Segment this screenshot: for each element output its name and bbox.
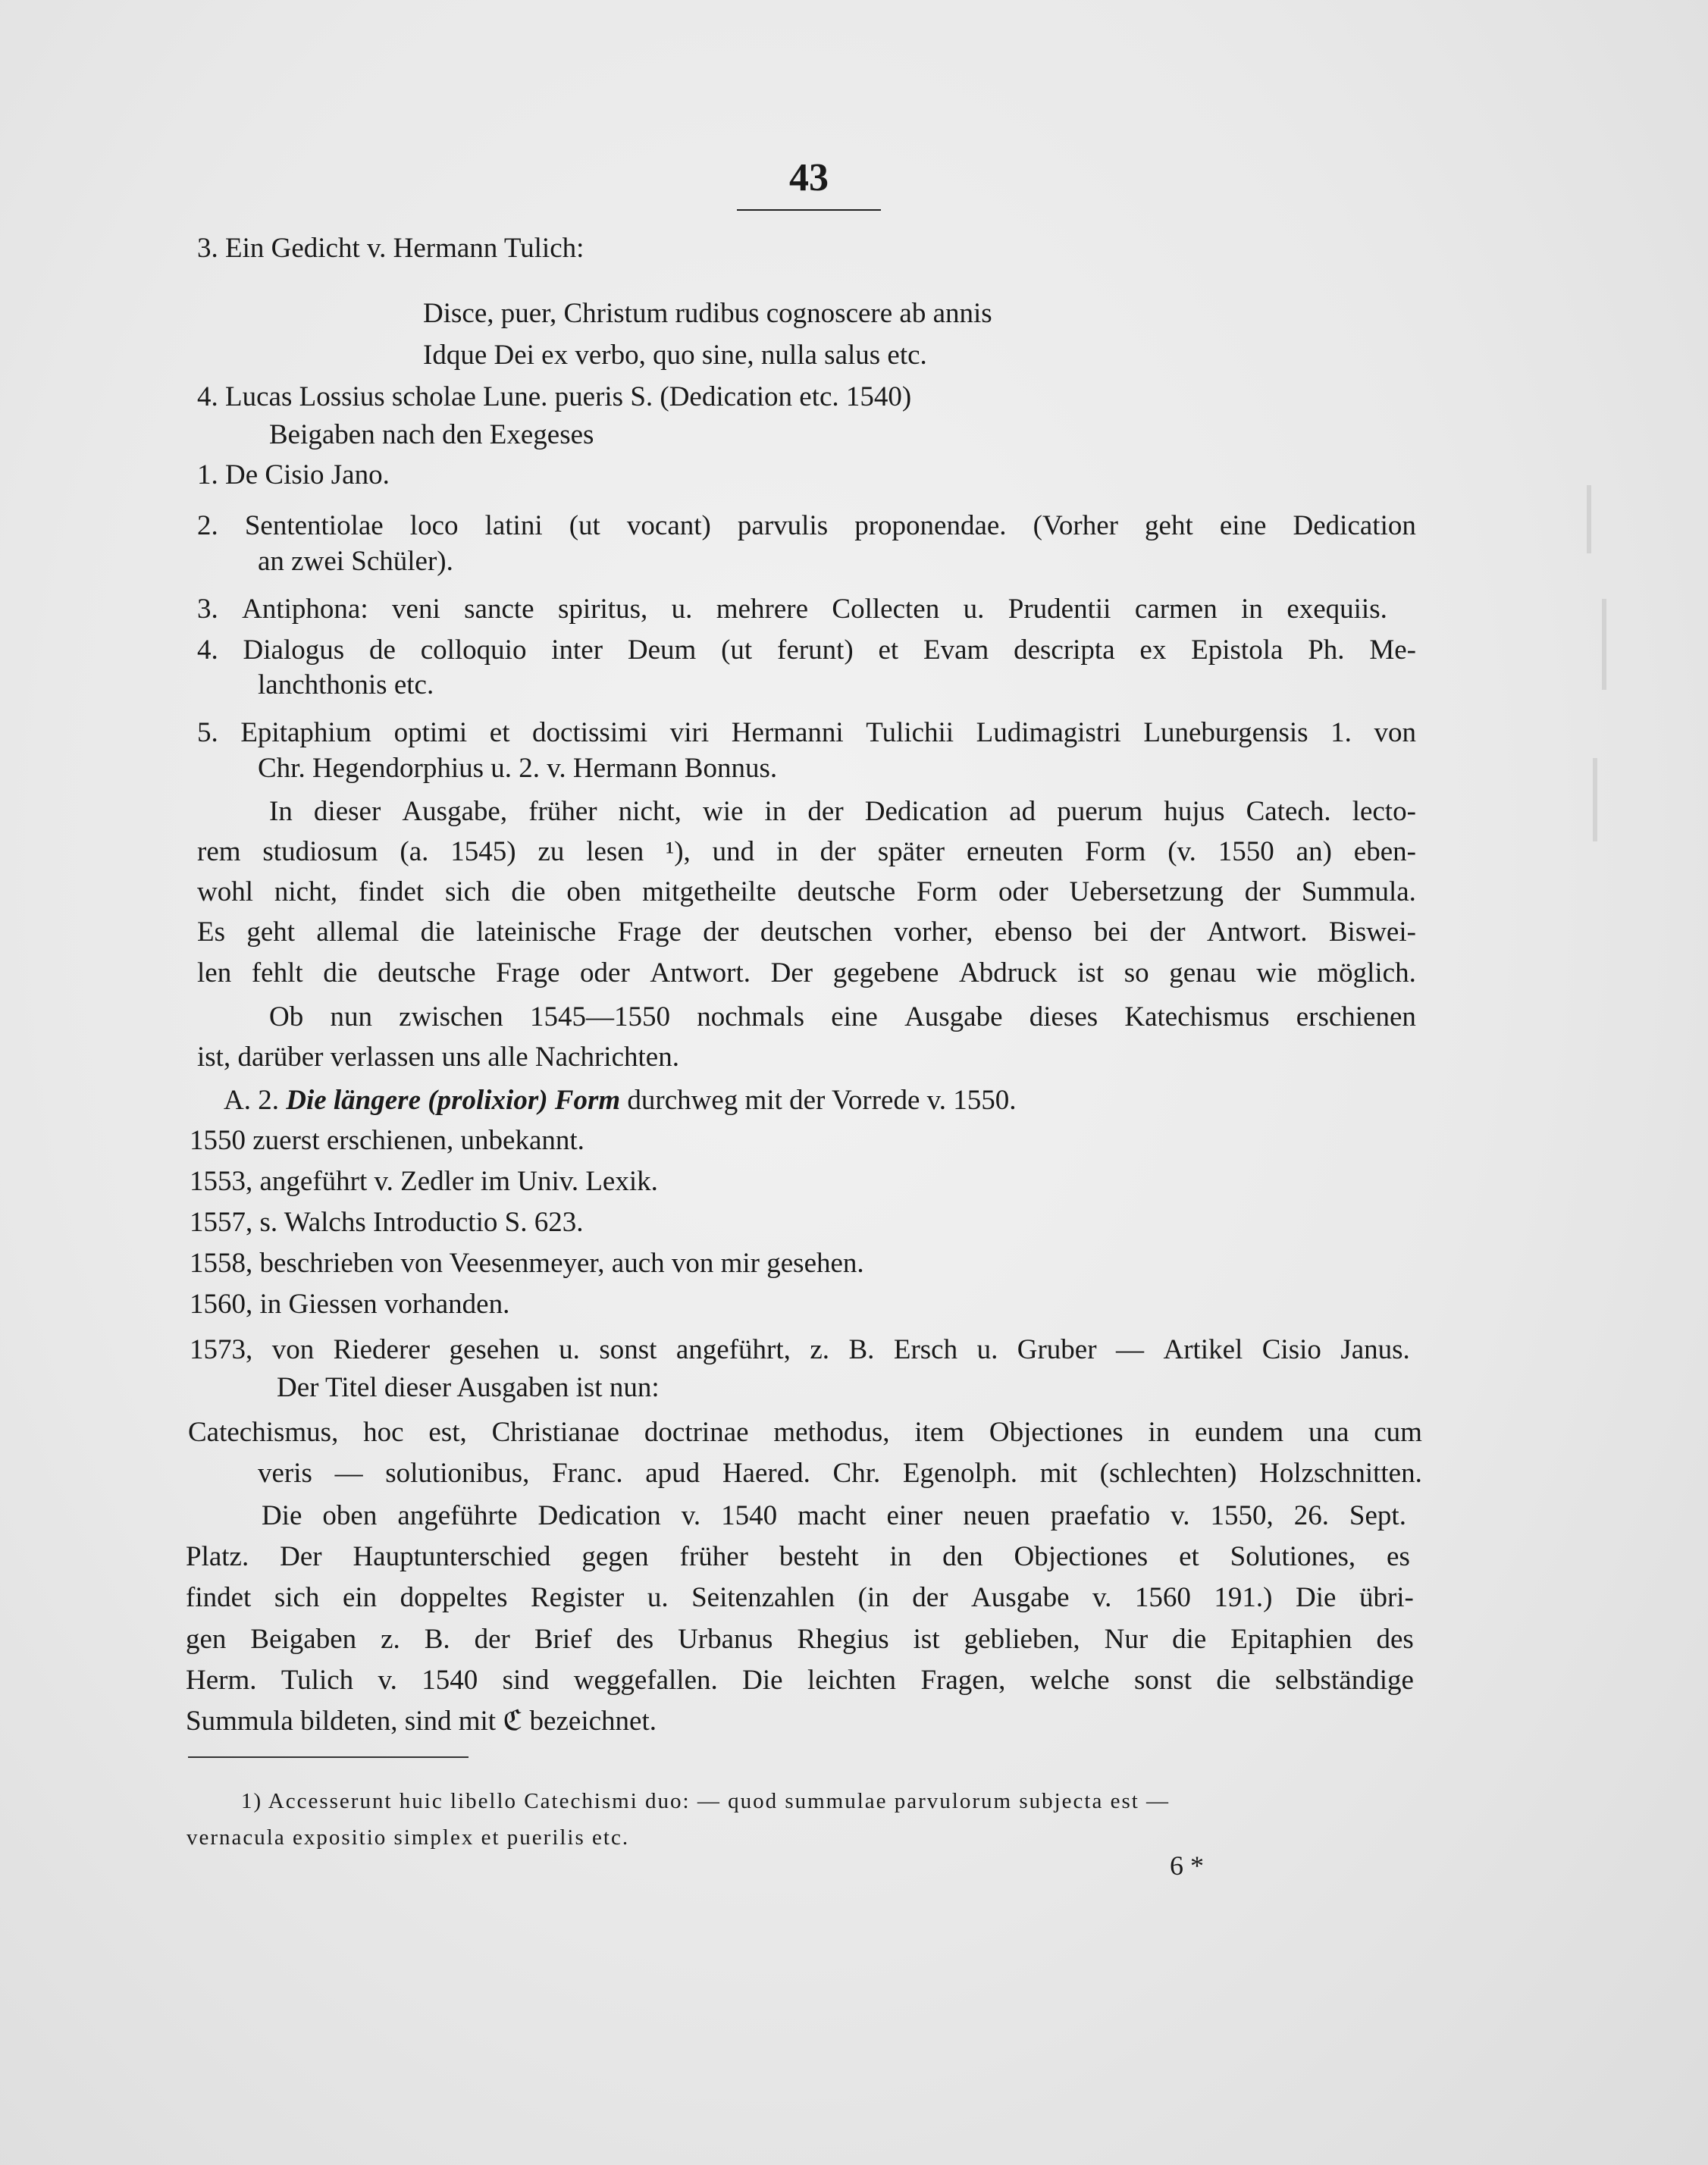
- list-item: 2. Sententiolae loco latini (ut vocant) parvulis proponendae. (Vorher geht eine Dedication: [197, 510, 1416, 541]
- paragraph-line: Ob nun zwischen 1545—1550 nochmals eine Ausgabe dieses Katechismus erschienen: [269, 1001, 1416, 1032]
- section-title-italic: Die längere (prolixior) Form: [286, 1085, 621, 1116]
- paragraph-line: ist, darüber verlassen uns alle Nachrichten.: [197, 1042, 679, 1073]
- bleed-through-marks: [1579, 485, 1625, 879]
- list-item-continuation: Chr. Hegendorphius u. 2. v. Hermann Bonnus.: [258, 753, 778, 784]
- list-item: 5. Epitaphium optimi et doctissimi viri Hermanni Tulichii Ludimagistri Luneburgensis 1. von: [197, 717, 1416, 748]
- section-heading-a2: [224, 1082, 1017, 1119]
- verse-line: Disce, puer, Christum rudibus cognoscere ab annis: [423, 298, 992, 329]
- section-heading: Beigaben nach den Exegeses: [269, 419, 594, 450]
- paragraph-line: findet sich ein doppeltes Register u. Seitenzahlen (in der Ausgabe v. 1560 191.) Die übri-: [186, 1582, 1414, 1613]
- edition-entry: 1558, beschrieben von Veesenmeyer, auch von mir gesehen.: [190, 1248, 864, 1279]
- section-number: A. 2.: [224, 1085, 279, 1116]
- signature-mark: 6 *: [1170, 1850, 1204, 1881]
- list-item-continuation: an zwei Schüler).: [258, 546, 453, 577]
- paragraph-line: Es geht allemal die lateinische Frage der deutschen vorher, ebenso bei der Antwort. Biswei-: [197, 916, 1416, 948]
- paragraph-line: In dieser Ausgabe, früher nicht, wie in der Dedication ad puerum hujus Catech. lecto-: [269, 796, 1416, 827]
- paragraph-line: Der Titel dieser Ausgaben ist nun:: [277, 1372, 660, 1403]
- text-line: 4. Lucas Lossius scholae Lune. pueris S. (Dedication etc. 1540): [197, 381, 912, 412]
- footnote-line: vernacula expositio simplex et puerilis etc.: [186, 1825, 630, 1850]
- edition-entry: 1550 zuerst erschienen, unbekannt.: [190, 1125, 584, 1156]
- list-item-continuation: lanchthonis etc.: [258, 669, 434, 700]
- list-item: 1. De Cisio Jano.: [197, 459, 390, 490]
- list-item: 3. Antiphona: veni sancte spiritus, u. mehrere Collecten u. Prudentii carmen in exequiis.: [197, 594, 1387, 625]
- paragraph-line: Summula bildeten, sind mit ℭ bezeichnet.: [186, 1706, 657, 1737]
- title-line: Catechismus, hoc est, Christianae doctrinae methodus, item Objectiones in eundem una cum: [188, 1417, 1422, 1448]
- title-line: veris — solutionibus, Franc. apud Haered. Chr. Egenolph. mit (schlechten) Holzschnitten.: [258, 1458, 1422, 1489]
- paragraph-line: wohl nicht, findet sich die oben mitgetheilte deutsche Form oder Uebersetzung der Summula.: [197, 876, 1416, 907]
- text-line: 3. Ein Gedicht v. Hermann Tulich:: [197, 233, 584, 264]
- footnote-rule: [188, 1756, 469, 1758]
- verse-line: Idque Dei ex verbo, quo sine, nulla salus etc.: [423, 340, 927, 371]
- page-number-rule: [737, 209, 881, 211]
- paragraph-line: Herm. Tulich v. 1540 sind weggefallen. Die leichten Fragen, welche sonst die selbständige: [186, 1665, 1414, 1696]
- page-number: 43: [789, 156, 829, 199]
- paragraph-line: len fehlt die deutsche Frage oder Antwort. Der gegebene Abdruck ist so genau wie möglich.: [197, 957, 1416, 989]
- edition-entry: 1560, in Giessen vorhanden.: [190, 1289, 510, 1320]
- edition-entry: 1557, s. Walchs Introductio S. 623.: [190, 1207, 584, 1238]
- paragraph-line: Die oben angeführte Dedication v. 1540 macht einer neuen praefatio v. 1550, 26. Sept.: [262, 1500, 1406, 1531]
- edition-entry: 1553, angeführt v. Zedler im Univ. Lexik.: [190, 1166, 658, 1197]
- list-item: 4. Dialogus de colloquio inter Deum (ut ferunt) et Evam descripta ex Epistola Ph. Me-: [197, 634, 1416, 666]
- footnote-line: 1) Accesserunt huic libello Catechismi duo: — quod summulae parvulorum subjecta est —: [241, 1789, 1171, 1813]
- edition-entry: 1573, von Riederer gesehen u. sonst angeführt, z. B. Ersch u. Gruber — Artikel Cisio Janus.: [190, 1334, 1410, 1365]
- section-heading-rest: durchweg mit der Vorrede v. 1550.: [627, 1085, 1017, 1116]
- paragraph-line: Platz. Der Hauptunterschied gegen früher besteht in den Objectiones et Solutiones, es: [186, 1541, 1410, 1572]
- paragraph-line: rem studiosum (a. 1545) zu lesen ¹), und in der später erneuten Form (v. 1550 an) eben-: [197, 836, 1416, 867]
- paragraph-line: gen Beigaben z. B. der Brief des Urbanus Rhegius ist geblieben, Nur die Epitaphien des: [186, 1624, 1414, 1655]
